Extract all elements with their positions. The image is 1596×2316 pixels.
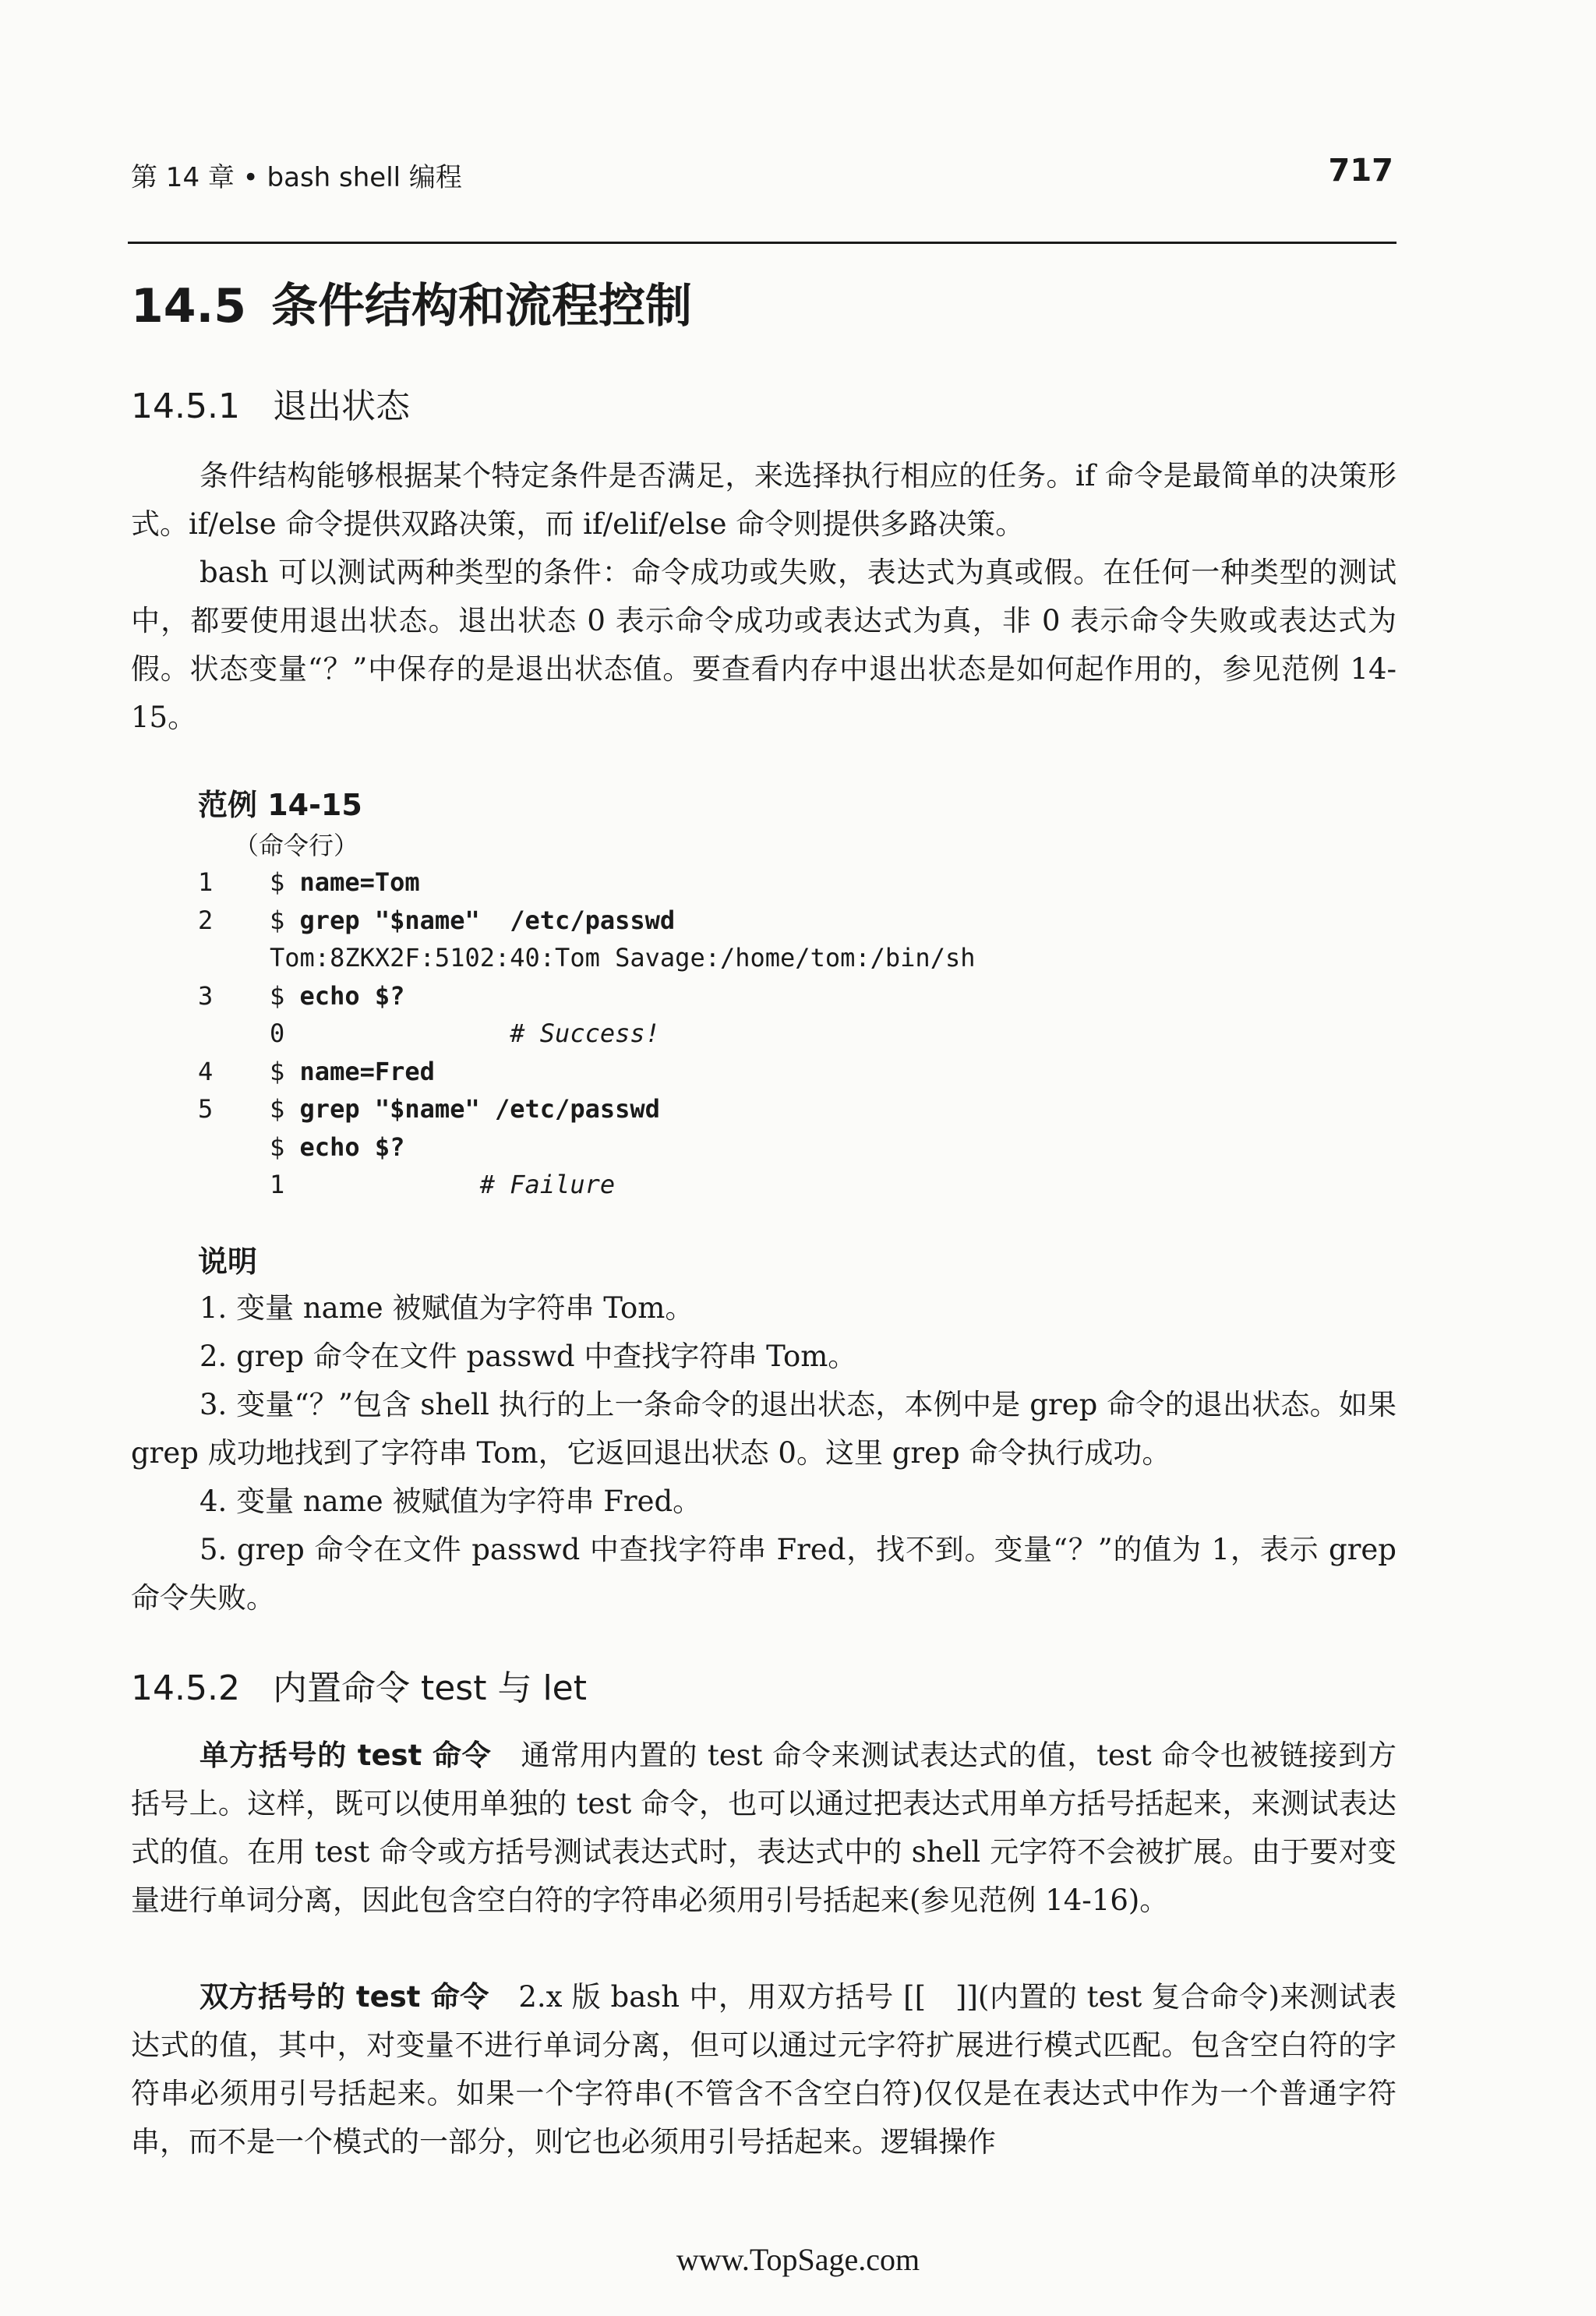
paragraph-lead: 单方括号的 test 命令 [200,1739,492,1772]
notes-list [131,1284,1396,1622]
header-rule [128,242,1396,244]
subsection-title: 内置命令 test 与 let [273,1668,588,1708]
command: echo $? [299,1132,405,1162]
page-number: 717 [1328,153,1393,189]
code-comment: # Success! [510,1019,660,1048]
note-item: 1. 变量 name 被赋值为字符串 Tom。 [200,1291,694,1325]
chapter-title: 第 14 章 • bash shell 编程 [131,162,462,193]
code-text: 0 # Success! [270,1019,660,1048]
section-number: 14.5 [131,279,247,334]
paragraph-lead: 双方括号的 test 命令 [200,1980,489,2014]
code-text: 1 # Failure [270,1170,616,1199]
line-number: 5 [198,1094,214,1124]
code-text: $ grep "$name" /etc/passwd [270,905,676,935]
running-header [131,153,1393,195]
code-text: $ echo $? [270,1132,405,1162]
subsection-heading-1 [131,378,410,428]
section-title: 条件结构和流程控制 [271,279,692,334]
paragraph-3 [131,1732,1396,1925]
line-number: 2 [198,905,214,935]
subsection-heading-2 [131,1660,587,1710]
note-item: 5. grep 命令在文件 passwd 中查找字符串 Fred，找不到。变量“？”的值为 1，表示 grep 命令失败。 [131,1533,1396,1615]
command: echo $? [299,980,405,1011]
code-text: $ echo $? [270,980,405,1011]
code-text: $ name=Tom [270,867,420,897]
code-comment: # Failure [479,1170,616,1199]
line-number: 4 [198,1056,214,1086]
subsection-number: 14.5.1 [131,387,240,426]
code-text: $ name=Fred [270,1056,435,1086]
code-text: Tom:8ZKX2F:5102:40:Tom Savage:/home/tom:/bin/sh [270,943,976,973]
command: grep "$name" /etc/passwd [299,905,676,935]
footer-url: www.TopSage.com [676,2242,920,2277]
paragraph-text: 通常用内置的 test 命令来测试表达式的值，test 命令也被链接到方括号上。这样，既可以使用单独的 test 命令，也可以通过把表达式用单方括号括起来，来测试表达式的值。在用 test 命令或方括号测试表达式时，表达式中的 shell 元字符不会被扩展。由于要对变量进行单词分离，因此包含空白符的字符串必须用引号括起来(参见范例 14-16)。 [131,1739,1396,1917]
subsection-title: 退出状态 [273,387,410,426]
section-heading [131,269,692,336]
note-item: 2. grep 命令在文件 passwd 中查找字符串 Tom。 [200,1340,857,1373]
paragraph-2: bash 可以测试两种类型的条件：命令成功或失败，表达式为真或假。在任何一种类型的测试中，都要使用退出状态。退出状态 0 表示命令成功或表达式为真，非 0 表示命令失败或表达式为假。状态变量“？”中保存的是退出状态值。要查看内存中退出状态是如何起作用的，参见范例 14-15。 [131,556,1396,734]
paragraph-text: 2.x 版 bash 中，用双方括号 [[ ]](内置的 test 复合命令)来测试表达式的值，其中，对变量不进行单词分离，但可以通过元字符扩展进行模式匹配。包含空白符的字符串必须用引号括起来。如果一个字符串(不管含不含空白符)仅仅是在表达式中作为一个普通字符串，而不是一个模式的一部分，则它也必须用引号括起来。逻辑操作 [131,1980,1396,2159]
line-number: 1 [198,867,214,897]
command: name=Tom [299,867,420,897]
command: name=Fred [299,1056,435,1086]
note-item: 3. 变量“？”包含 shell 执行的上一条命令的退出状态，本例中是 grep 命令的退出状态。如果 grep 成功地找到了字符串 Tom，它返回退出状态 0。这里 grep 命令执行成功。 [131,1388,1396,1470]
example-title: 范例 14-15 [198,788,362,822]
code-text: $ grep "$name" /etc/passwd [270,1094,660,1124]
notes-title: 说明 [198,1244,258,1279]
command: grep "$name" /etc/passwd [299,1094,660,1124]
paragraph-1: 条件结构能够根据某个特定条件是否满足，来选择执行相应的任务。if 命令是最简单的决策形式。if/else 命令提供双路决策，而 if/elif/else 命令则提供多路决策。 [131,459,1396,541]
note-item: 4. 变量 name 被赋值为字符串 Fred。 [200,1485,702,1518]
subsection-number: 14.5.2 [131,1668,240,1708]
paragraph-4 [131,1973,1396,2166]
example-subtitle: （命令行） [234,831,359,860]
line-number: 3 [198,980,214,1011]
